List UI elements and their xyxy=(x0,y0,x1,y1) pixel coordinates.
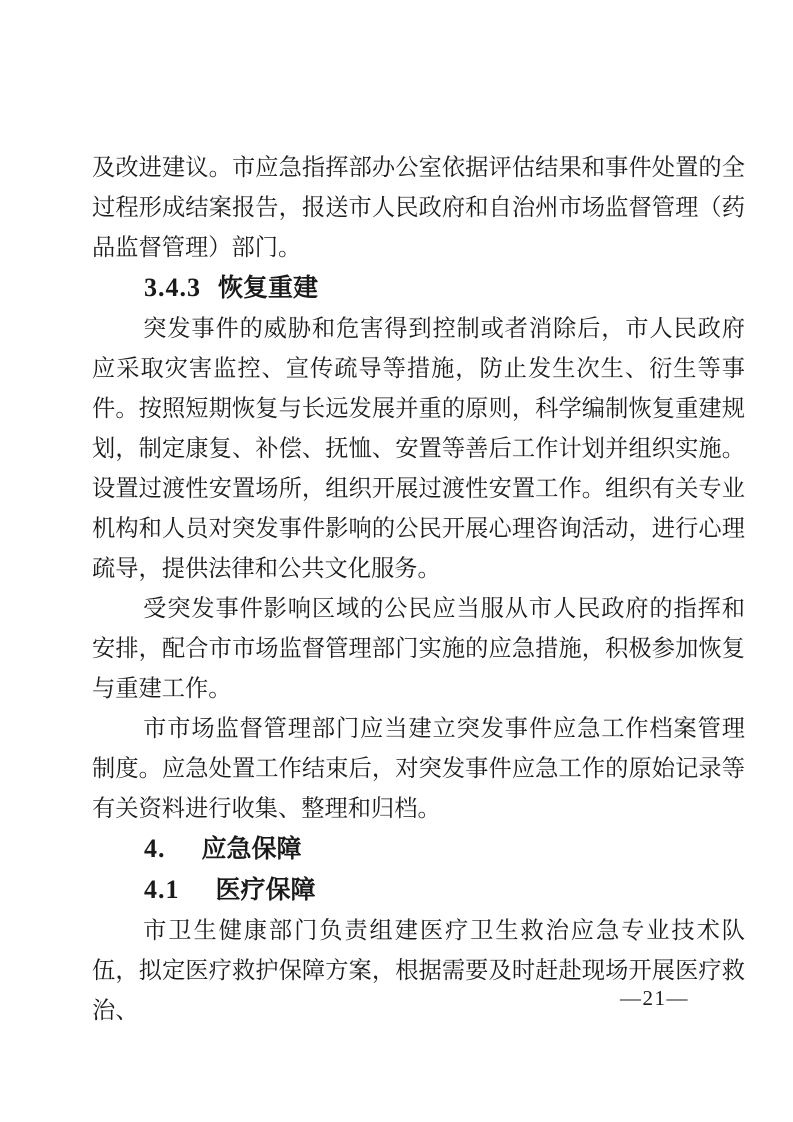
page-number: —21— xyxy=(620,986,689,1010)
heading-number: 3.4.3 xyxy=(144,273,201,302)
heading-number: 4.1 xyxy=(144,875,180,904)
paragraph-medical-team: 市卫生健康部门负责组建医疗卫生救治应急专业技术队伍，拟定医疗救护保障方案，根据需要及时赶赴现场开展医疗救治、 xyxy=(92,918,745,1024)
paragraph-citizen-obedience: 受突发事件影响区域的公民应当服从市人民政府的指挥和安排，配合市市场监督管理部门实施的应急措施，积极参加恢复与重建工作。 xyxy=(92,596,745,702)
heading-number: 4. xyxy=(144,834,166,863)
paragraph-recovery-measures: 突发事件的威胁和危害得到控制或者消除后，市人民政府应采取灾害监控、宣传疏导等措施，防止发生次生、衍生等事件。按照短期恢复与长远发展并重的原则，科学编制恢复重建规划，制定康复、补偿、抚恤、安置等善后工作计划并组织实施。设置过渡性安置场所，组织开展过渡性安置工作。组织有关专业机构和人员对突发事件影响的公民开展心理咨询活动，进行心理疏导，提供法律和公共文化服务。 xyxy=(92,316,745,582)
heading-label: 医疗保障 xyxy=(215,876,316,904)
heading-label: 应急保障 xyxy=(201,835,302,863)
paragraph-archive-management: 市市场监督管理部门应当建立突发事件应急工作档案管理制度。应急处置工作结束后，对突发事件应急工作的原始记录等有关资料进行收集、整理和归档。 xyxy=(92,716,745,822)
paragraph-case-closure-report: 及改进建议。市应急指挥部办公室依据评估结果和事件处置的全过程形成结案报告，报送市人民政府和自治州市场监督管理（药品监督管理）部门。 xyxy=(92,155,745,261)
document-body xyxy=(92,148,745,1031)
section-heading-4-emergency-support xyxy=(92,829,745,870)
section-heading-4-1-medical-support xyxy=(92,870,745,911)
heading-label: 恢复重建 xyxy=(218,274,319,302)
section-heading-3-4-3-recovery-rebuild xyxy=(92,268,745,309)
